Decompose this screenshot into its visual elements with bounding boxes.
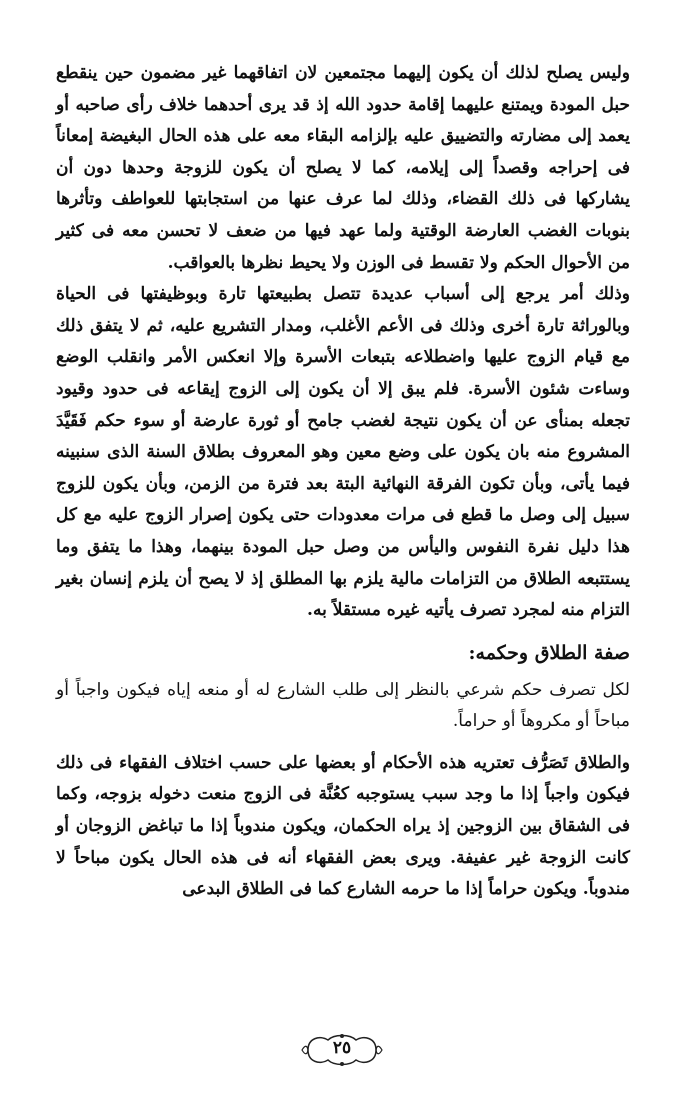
document-page <box>56 58 630 1058</box>
page-number-ornament <box>298 1030 386 1070</box>
body-paragraph-1: وليس يصلح لذلك أن يكون إليهما مجتمعين لان اتفاقهما غير مضمون حين ينقطع حبل المودة ويمتنع عليهما إقامة حدود الله إذ قد يرى أحدهما خلاف رأى صاحبه أو يعمد إلى مضارته والتضييق عليه بإلزامه البقاء معه على هذه الحال البغيضة إمعاناً فى إحراجه وقصداً إلى إيلامه، كما لا يصلح أن يكون للزوجة وحدها دون أن يشاركها فى ذلك القضاء، وذلك لما عرف عنها من استجابتها للعواطف وتأثرها بنوبات الغضب العارضة الوقتية ولما عهد فيها من ضعف لا تحسن معه فى كثير من الأحوال الحكم ولا تقسط فى الوزن ولا يحيط نظرها بالعواقب. <box>56 63 630 273</box>
body-paragraph-2: وذلك أمر يرجع إلى أسباب عديدة تتصل بطبيعتها تارة وبوظيفتها فى الحياة وبالوراثة تارة أخرى وذلك فى الأعم الأغلب، ومدار التشريع عليه، ثم لا يتفق ذلك مع قيام الزوج عليها واضطلاعه بتبعات الأسرة وإلا انعكس الأمر وانقلب الوضع وساءت شئون الأسرة. فلم يبق إلا أن يكون إلى الزوج إيقاعه فى حدود وقيود تجعله بمنأى عن أن يكون نتيجة لغضب جامح أو ثورة عارضة أو سوء حكم فَقَيَّدَ المشروع منه بان يكون على وضع معين وهو المعروف بطلاق السنة الذى سنبينه فيما يأتى، وبأن تكون الفرقة النهائية البتة بعد فترة من الزمن، وبأن يكون للزوج سبيل إلى وصل ما قطع فى مرات معدودات حتى يكون إصرار الزوج عليه مع كل هذا دليل نفرة النفوس واليأس من وصل حبل المودة بينهما، وهذا ما يتفق وما يستتبعه الطلاق من التزامات مالية يلزم بها المطلق إذ لا يصح أن يلزم إنسان بغير التزام منه لمجرد تصرف يأتيه غيره مستقلاً به. <box>56 284 630 621</box>
body-paragraph-3: لكل تصرف حكم شرعي بالنظر إلى طلب الشارع له أو منعه إياه فيكون واجباً أو مباحاً أو مكروهاً أو حراماً. <box>56 679 630 732</box>
paragraph-gap <box>56 738 630 748</box>
body-paragraph-4: والطلاق تَصَرُّف تعتريه هذه الأحكام أو بعضها على حسب اختلاف الفقهاء فى ذلك فيكون واجباً إذا ما وجد سبب يستوجبه كعُنَّة فى الزوج منعت دخوله بزوجه، وكما فى الشقاق بين الزوجين إذ يراه الحكمان، ويكون مندوباً إذا ما تباغض الزوجان أو كانت الزوجة غير عفيفة. ويرى بعض الفقهاء أنه فى هذه الحال يكون مباحاً لا مندوباً. ويكون حراماً إذا ما حرمه الشارع كما فى الطلاق البدعى <box>56 752 630 900</box>
section-heading: صفة الطلاق وحكمه: <box>468 641 630 664</box>
page-number: ٢٥ <box>332 1038 352 1058</box>
